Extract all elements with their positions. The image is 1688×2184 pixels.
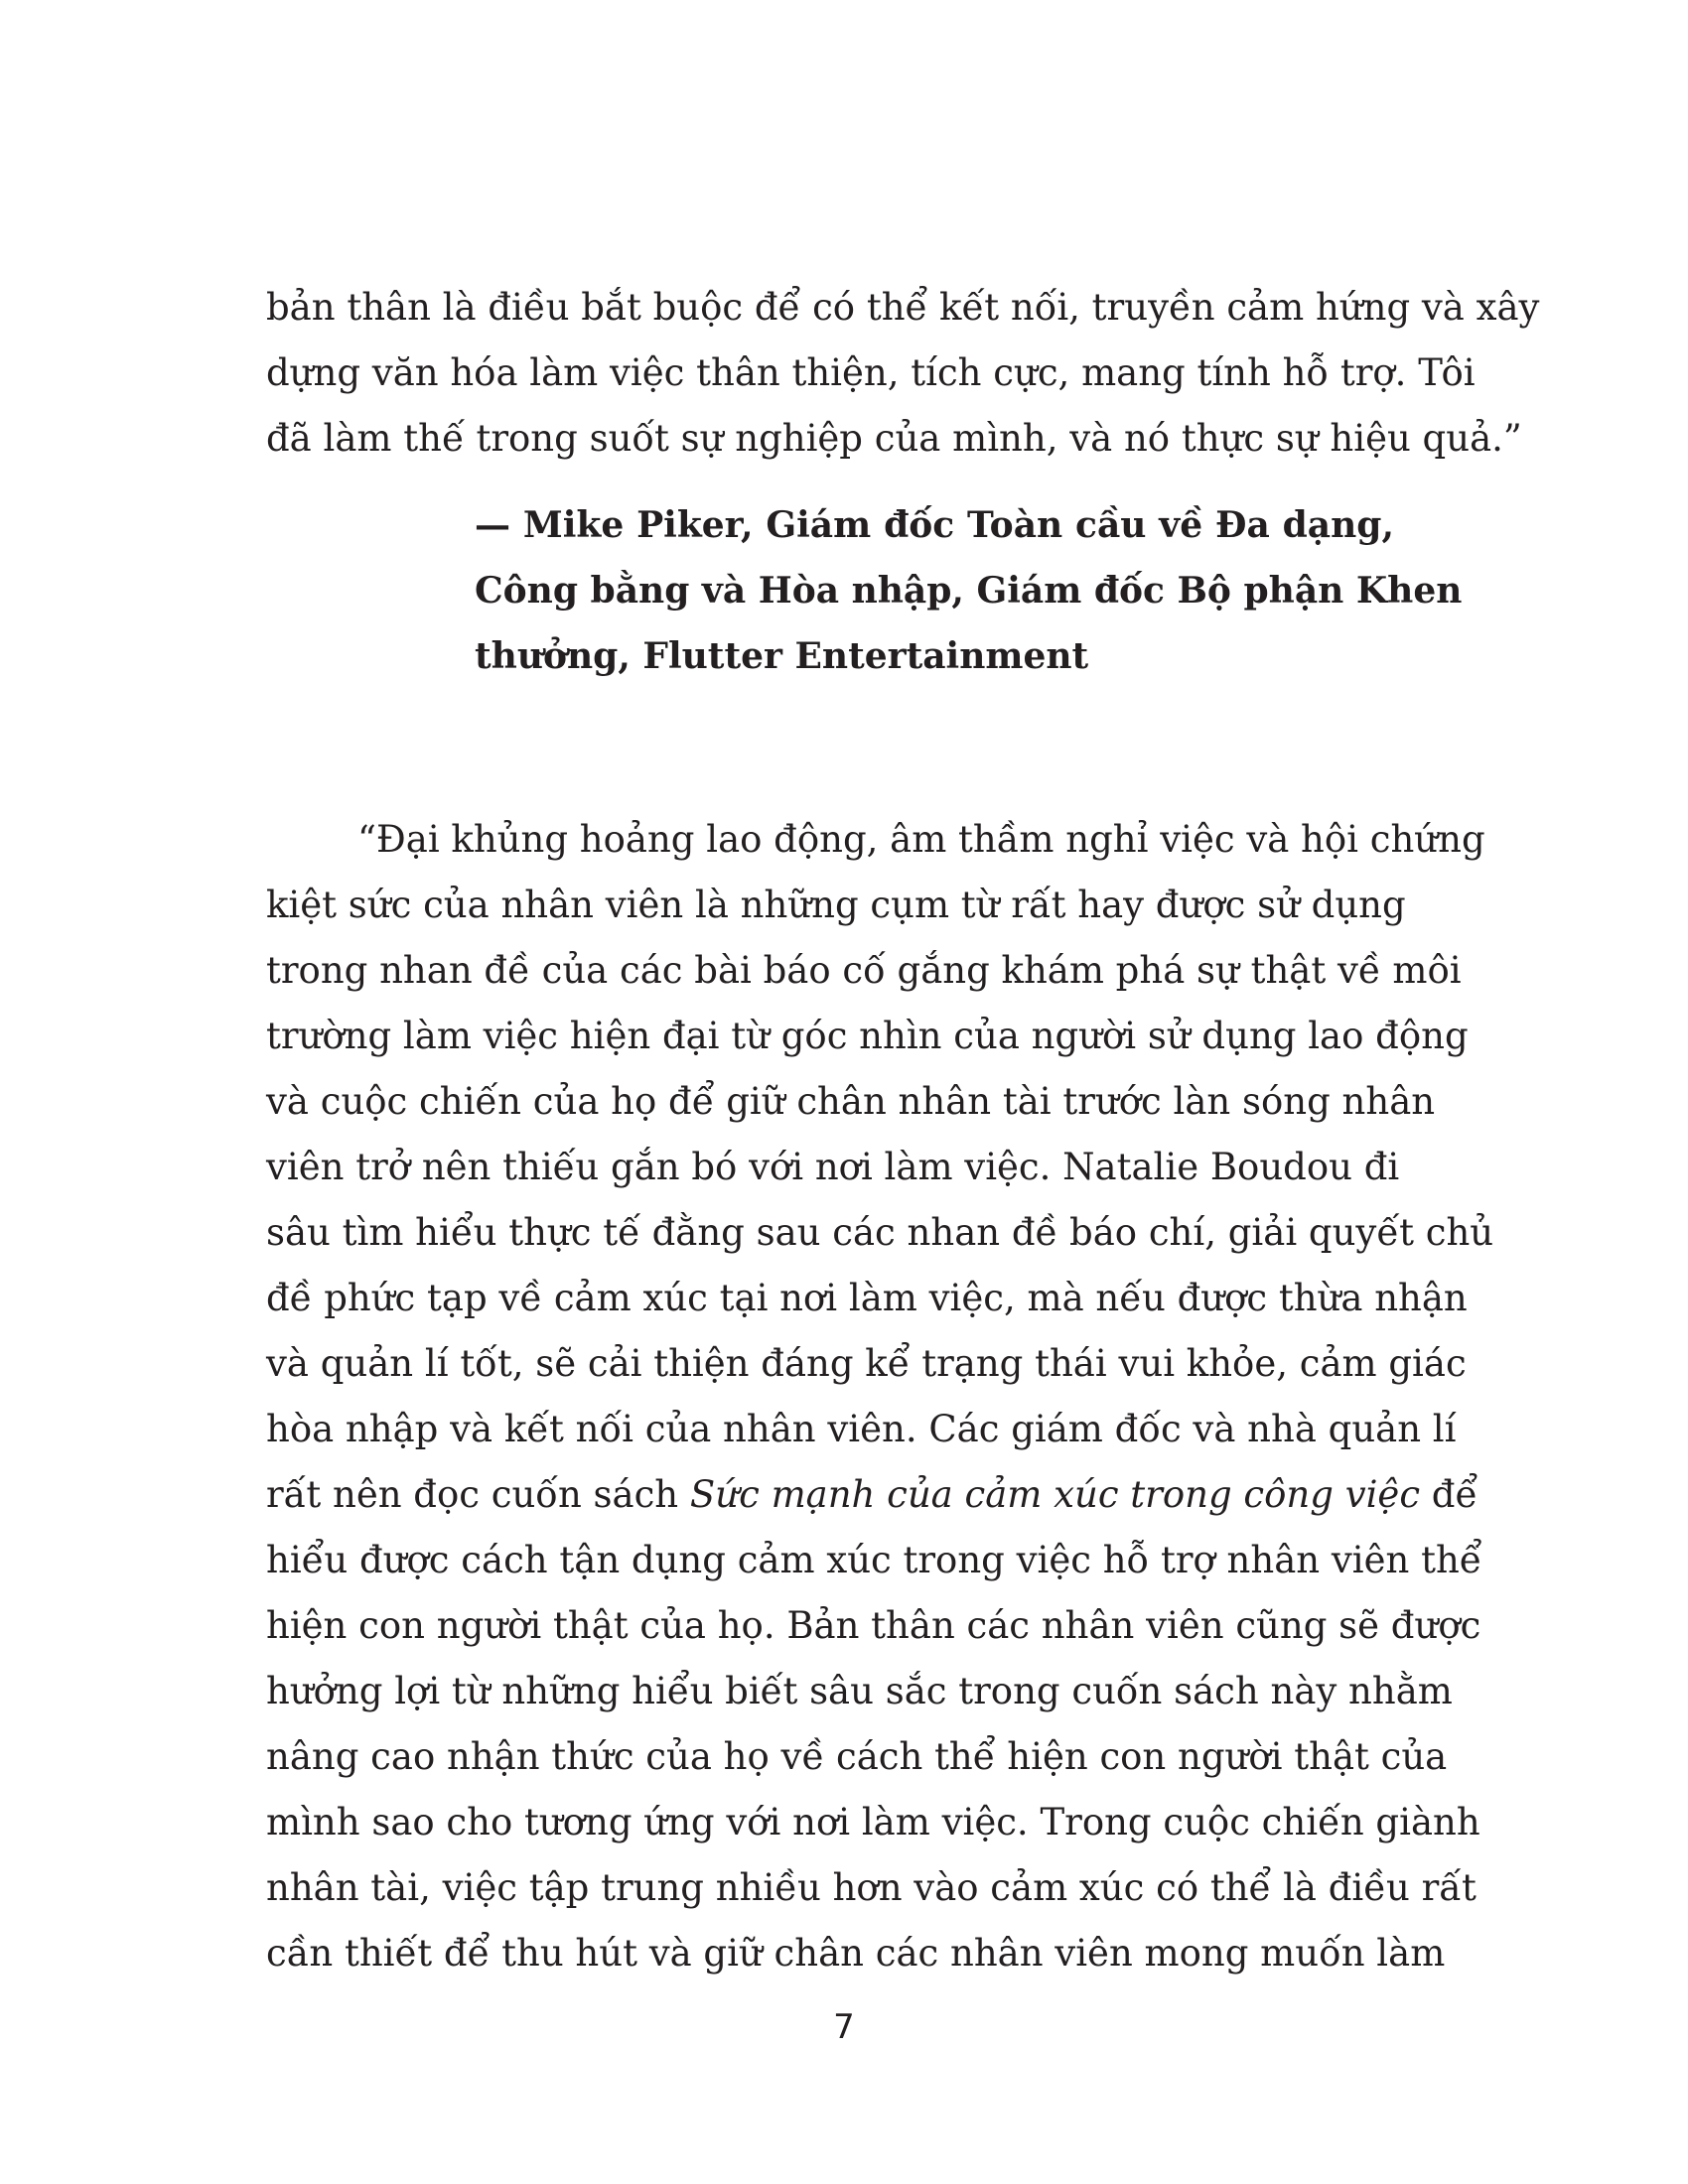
quote-attribution (475, 492, 1463, 689)
review-line: hòa nhập và kết nối của nhân viên. Các giám đốc và nhà quản lí (266, 1408, 1457, 1450)
review-line: đề phức tạp về cảm xúc tại nơi làm việc, mà nếu được thừa nhận (266, 1277, 1468, 1319)
quote-line: bản thân là điều bắt buộc để có thể kết nối, truyền cảm hứng và xây (266, 286, 1540, 329)
attribution-line: Công bằng và Hòa nhập, Giám đốc Bộ phận Khen (475, 570, 1463, 612)
review-line: và cuộc chiến của họ để giữ chân nhân tài trước làn sóng nhân (266, 1080, 1436, 1123)
review-line: “Đại khủng hoảng lao động, âm thầm nghỉ việc và hội chứng (357, 818, 1485, 861)
review-line: hiện con người thật của họ. Bản thân các nhân viên cũng sẽ được (266, 1604, 1481, 1647)
book-line-before: rất nên đọc cuốn sách (266, 1473, 690, 1516)
review-line: mình sao cho tương ứng với nơi làm việc. Trong cuộc chiến giành (266, 1801, 1480, 1843)
page-number: 7 (833, 2007, 855, 2047)
review-line: nhân tài, việc tập trung nhiều hơn vào cảm xúc có thể là điều rất (266, 1866, 1477, 1909)
book-title: Sức mạnh của cảm xúc trong công việc (689, 1473, 1421, 1516)
review-line: hưởng lợi từ những hiểu biết sâu sắc trong cuốn sách này nhằm (266, 1670, 1453, 1712)
review-line-book-title (266, 1462, 1478, 1528)
attribution-line: thưởng, Flutter Entertainment (475, 635, 1089, 677)
review-line: viên trở nên thiếu gắn bó với nơi làm việc. Natalie Boudou đi (266, 1146, 1400, 1188)
review-line: cần thiết để thu hút và giữ chân các nhân viên mong muốn làm (266, 1932, 1446, 1975)
review-line: nâng cao nhận thức của họ về cách thể hiện con người thật của (266, 1735, 1448, 1778)
book-line-after: để (1420, 1473, 1478, 1516)
quote-line: dựng văn hóa làm việc thân thiện, tích cực, mang tính hỗ trợ. Tôi (266, 351, 1476, 394)
attribution-line: — Mike Piker, Giám đốc Toàn cầu về Đa dạng, (475, 504, 1394, 546)
review-line: sâu tìm hiểu thực tế đằng sau các nhan đề báo chí, giải quyết chủ (266, 1211, 1494, 1254)
review-paragraph (266, 807, 1494, 1986)
quote-line: đã làm thế trong suốt sự nghiệp của mình, và nó thực sự hiệu quả.” (266, 417, 1522, 460)
quote-continuation (266, 275, 1540, 472)
review-line: trong nhan đề của các bài báo cố gắng khám phá sự thật về môi (266, 949, 1462, 992)
review-line: kiệt sức của nhân viên là những cụm từ rất hay được sử dụng (266, 884, 1406, 926)
review-line: trường làm việc hiện đại từ góc nhìn của người sử dụng lao động (266, 1015, 1469, 1057)
review-line: và quản lí tốt, sẽ cải thiện đáng kể trạng thái vui khỏe, cảm giác (266, 1342, 1467, 1385)
review-line: hiểu được cách tận dụng cảm xúc trong việc hỗ trợ nhân viên thể (266, 1539, 1482, 1581)
